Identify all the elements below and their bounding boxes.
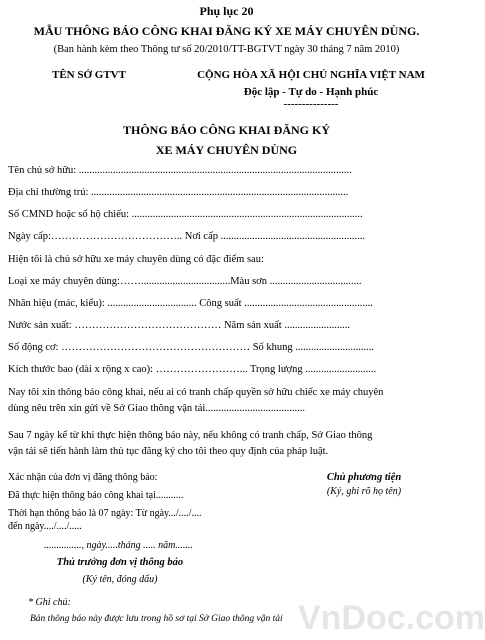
department-name: TÊN SỞ GTVT (52, 69, 126, 81)
owner-signature-title: Chủ phương tiện (326, 472, 402, 483)
notice-title-line1: THÔNG BÁO CÔNG KHAI ĐĂNG KÝ (122, 123, 330, 137)
field-issue-date: Ngày cấp:……………………………….. Nơi cấp ....................................................... (8, 231, 365, 242)
field-dimensions: Kích thước bao (dài x rộng x cao): ……………………... Trọng lượng ........................... (8, 364, 377, 375)
form-title: MẪU THÔNG BÁO CÔNG KHAI ĐĂNG KÝ XE MÁY CHUYÊN DÙNG. (33, 24, 420, 38)
footnote-text: Bản thông báo này được lưu trong hồ sơ tại Sở Giao thông vận tải (30, 614, 283, 624)
owner-signature-note: (Ký, ghi rõ họ tên) (326, 486, 402, 497)
field-address: Địa chỉ thường trú: .................................................................................................. (8, 187, 349, 198)
confirmation-done: Đã thực hiện thông báo công khai tại........... (8, 490, 184, 501)
request-line1: Nay tôi xin thông báo công khai, nếu ai có tranh chấp quyền sở hữu chiếc xe máy chuyên (8, 387, 384, 398)
unit-head-sign-note: (Ký tên, đóng dấu) (82, 574, 158, 585)
country-name: CỘNG HÒA XÃ HỘI CHỦ NGHĨA VIỆT NAM (197, 69, 425, 81)
field-vehicle-type: Loại xe máy chuyên dùng:……..................................Màu sơn ................................... (8, 276, 362, 287)
appendix-label: Phụ lục 20 (199, 4, 254, 18)
request-line2: dùng nêu trên xin gửi về Sở Giao thông vận tải...................................... (8, 403, 306, 414)
motto-underline: --------------- (283, 98, 339, 110)
field-id-number: Số CMND hoặc số hộ chiếu: ........................................................................................ (8, 209, 363, 220)
field-origin: Nước sản xuất: …………………………………… Năm sản xuất ......................... (8, 320, 350, 331)
confirmation-period-line1: Thời hạn thông báo là 07 ngày: Từ ngày.../..../.... (8, 508, 202, 519)
field-owner-name: Tên chủ sở hữu: ........................................................................................................ (8, 165, 352, 176)
confirmation-date-line: ..............., ngày.....tháng ..... năm....... (44, 540, 193, 551)
procedure-line2: vận tải sẽ tiến hành làm thủ tục đăng ký cho tôi theo quy định của pháp luật. (8, 446, 329, 457)
confirmation-period-line2: đến ngày..../..../..... (8, 521, 82, 532)
footnote-label: * Ghi chú: (28, 597, 71, 608)
unit-head-title: Thủ trưởng đơn vị thông báo (56, 557, 184, 568)
national-motto: Độc lập - Tự do - Hạnh phúc (243, 86, 379, 98)
issued-by-note: (Ban hành kèm theo Thông tư số 20/2010/TT-BGTVT ngày 30 tháng 7 năm 2010) (53, 44, 400, 55)
current-owner-statement: Hiện tôi là chủ sở hữu xe máy chuyên dùng có đặc điểm sau: (8, 254, 264, 265)
confirmation-heading: Xác nhận của đơn vị đăng thông báo: (8, 472, 158, 483)
procedure-line1: Sau 7 ngày kể từ khi thực hiện thông báo này, nếu không có tranh chấp, Sở Giao thông (8, 430, 373, 441)
watermark-logo: VnDoc.com (298, 599, 485, 637)
field-engine-number: Số động cơ: ……………………………………………… Số khung .............................. (8, 342, 375, 353)
notice-title-line2: XE MÁY CHUYÊN DÙNG (155, 143, 298, 157)
field-brand: Nhãn hiệu (mác, kiểu): .................................. Công suất ................................................. (8, 298, 373, 309)
